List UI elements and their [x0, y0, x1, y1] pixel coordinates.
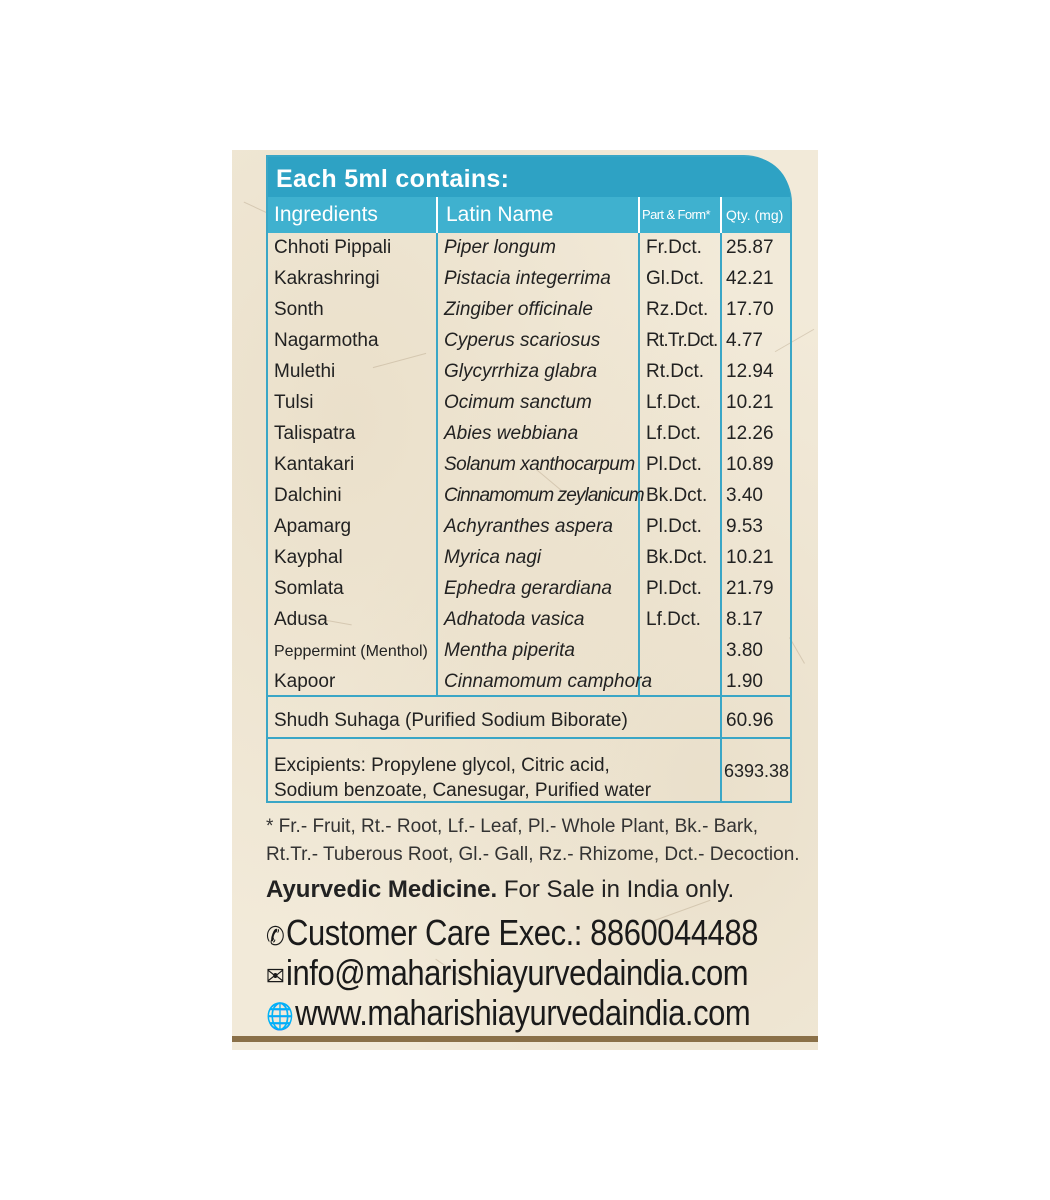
ingredient-name: Dalchini	[274, 485, 342, 506]
ingredient-name: Adusa	[274, 609, 328, 630]
ingredient-name: Tulsi	[274, 392, 314, 413]
quantity: 17.70	[726, 299, 774, 320]
header-latin-name: Latin Name	[446, 203, 554, 226]
table-row	[268, 454, 790, 485]
table-row	[268, 547, 790, 578]
latin-name: Cinnamomum camphora	[444, 671, 653, 692]
table-row	[268, 392, 790, 423]
email-line	[266, 952, 748, 994]
ingredient-name: Mulethi	[274, 361, 336, 382]
quantity: 25.87	[726, 237, 774, 258]
header-part-form: Part & Form*	[642, 207, 710, 222]
header-separator	[720, 197, 722, 233]
customer-care	[266, 912, 758, 954]
part-form: Pl.Dct.	[646, 454, 702, 475]
ingredient-name: Somlata	[274, 578, 344, 599]
part-form: Bk.Dct.	[646, 485, 708, 506]
table-row	[268, 237, 790, 268]
ingredient-name: Apamarg	[274, 516, 352, 537]
latin-name: Ocimum sanctum	[444, 392, 592, 413]
website-line	[266, 992, 750, 1034]
quantity: 8.17	[726, 609, 763, 630]
quantity: 42.21	[726, 268, 774, 289]
latin-name: Glycyrrhiza glabra	[444, 361, 598, 382]
label-panel	[232, 150, 818, 1050]
ingredient-name: Talispatra	[274, 423, 356, 444]
ingredient-name: Kayphal	[274, 547, 343, 568]
table-row	[268, 361, 790, 392]
part-form: Rt.Dct.	[646, 361, 705, 382]
latin-name: Cyperus scariosus	[444, 330, 601, 351]
ingredients-table	[266, 155, 792, 803]
part-form: Pl.Dct.	[646, 516, 702, 537]
quantity: 10.21	[726, 547, 774, 568]
latin-name: Abies webbiana	[444, 423, 579, 444]
latin-name: Zingiber officinale	[444, 299, 593, 320]
latin-name: Solanum xanthocarpum	[444, 454, 635, 475]
ayurvedic-rest: For Sale in India only.	[503, 876, 735, 903]
quantity: 10.89	[726, 454, 774, 475]
ingredient-name: Kantakari	[274, 454, 355, 475]
latin-name: Adhatoda vasica	[444, 609, 585, 630]
ingredient-name: Nagarmotha	[274, 330, 379, 351]
part-form: Gl.Dct.	[646, 268, 705, 289]
footnote-line-2: Rt.Tr.- Tuberous Root, Gl.- Gall, Rz.- Rhizome, Dct.- Decoction.	[266, 844, 800, 865]
excipients-line-2: Sodium benzoate, Canesugar, Purified water	[274, 780, 652, 801]
part-form: Lf.Dct.	[646, 423, 701, 444]
suhaga-qty: 60.96	[726, 710, 774, 731]
quantity: 10.21	[726, 392, 774, 413]
table-row	[268, 299, 790, 330]
excipients-line-1: Excipients: Propylene glycol, Citric acid,	[274, 755, 610, 776]
header-ingredients: Ingredients	[274, 203, 378, 226]
quantity: 21.79	[726, 578, 774, 599]
excipients-qty: 6393.38	[724, 761, 790, 781]
header-qty: Qty. (mg)	[726, 207, 784, 223]
table-row	[268, 671, 790, 702]
table-title: Each 5ml contains:	[276, 165, 510, 193]
quantity: 9.53	[726, 516, 763, 537]
part-form: Lf.Dct.	[646, 392, 701, 413]
suhaga-label: Shudh Suhaga (Purified Sodium Biborate)	[274, 710, 628, 731]
footnote-line-1: * Fr.- Fruit, Rt.- Root, Lf.- Leaf, Pl.- Whole Plant, Bk.- Bark,	[266, 816, 759, 837]
part-form: Rt.Tr.Dct.	[646, 330, 718, 351]
email-text: info@maharishiayurvedaindia.com	[286, 952, 749, 993]
table-row	[268, 640, 790, 671]
website-text: www.maharishiayurvedaindia.com	[295, 992, 751, 1033]
quantity: 3.40	[726, 485, 763, 506]
part-form: Fr.Dct.	[646, 237, 702, 258]
table-row	[268, 330, 790, 361]
ingredient-name: Peppermint (Menthol)	[274, 643, 428, 660]
quantity: 3.80	[726, 640, 763, 661]
latin-name: Cinnamomum zeylanicum	[444, 485, 644, 506]
quantity: 12.94	[726, 361, 774, 382]
ayurvedic-bold: Ayurvedic Medicine.	[266, 876, 498, 903]
quantity: 1.90	[726, 671, 763, 692]
part-form: Rz.Dct.	[646, 299, 709, 320]
table-row	[268, 609, 790, 640]
ingredient-name: Chhoti Pippali	[274, 237, 392, 258]
header-separator	[436, 197, 438, 233]
part-form: Pl.Dct.	[646, 578, 702, 599]
globe-icon: 🌐	[266, 1001, 294, 1031]
ingredient-name: Sonth	[274, 299, 324, 320]
envelope-icon: ✉	[266, 961, 285, 991]
table-header	[268, 197, 790, 233]
table-row	[268, 485, 790, 516]
latin-name: Myrica nagi	[444, 547, 542, 568]
ingredient-name: Kapoor	[274, 671, 336, 692]
part-form: Lf.Dct.	[646, 609, 701, 630]
table-row	[268, 578, 790, 609]
ayurvedic-notice	[266, 876, 734, 904]
table-row	[268, 516, 790, 547]
customer-care-text: Customer Care Exec.: 8860044488	[286, 912, 759, 953]
quantity: 4.77	[726, 330, 763, 351]
bottom-border	[232, 1036, 818, 1042]
latin-name: Achyranthes aspera	[444, 516, 613, 537]
table-row	[268, 268, 790, 299]
quantity: 12.26	[726, 423, 774, 444]
header-separator	[638, 197, 640, 233]
latin-name: Mentha piperita	[444, 640, 575, 661]
latin-name: Ephedra gerardiana	[444, 578, 612, 599]
latin-name: Piper longum	[444, 237, 556, 258]
phone-icon: ✆	[266, 921, 285, 951]
title-band	[268, 157, 790, 197]
latin-name: Pistacia integerrima	[444, 268, 611, 289]
excipients-text	[274, 753, 651, 803]
ingredient-name: Kakrashringi	[274, 268, 380, 289]
part-form: Bk.Dct.	[646, 547, 708, 568]
row-divider	[268, 737, 790, 739]
table-row	[268, 423, 790, 454]
